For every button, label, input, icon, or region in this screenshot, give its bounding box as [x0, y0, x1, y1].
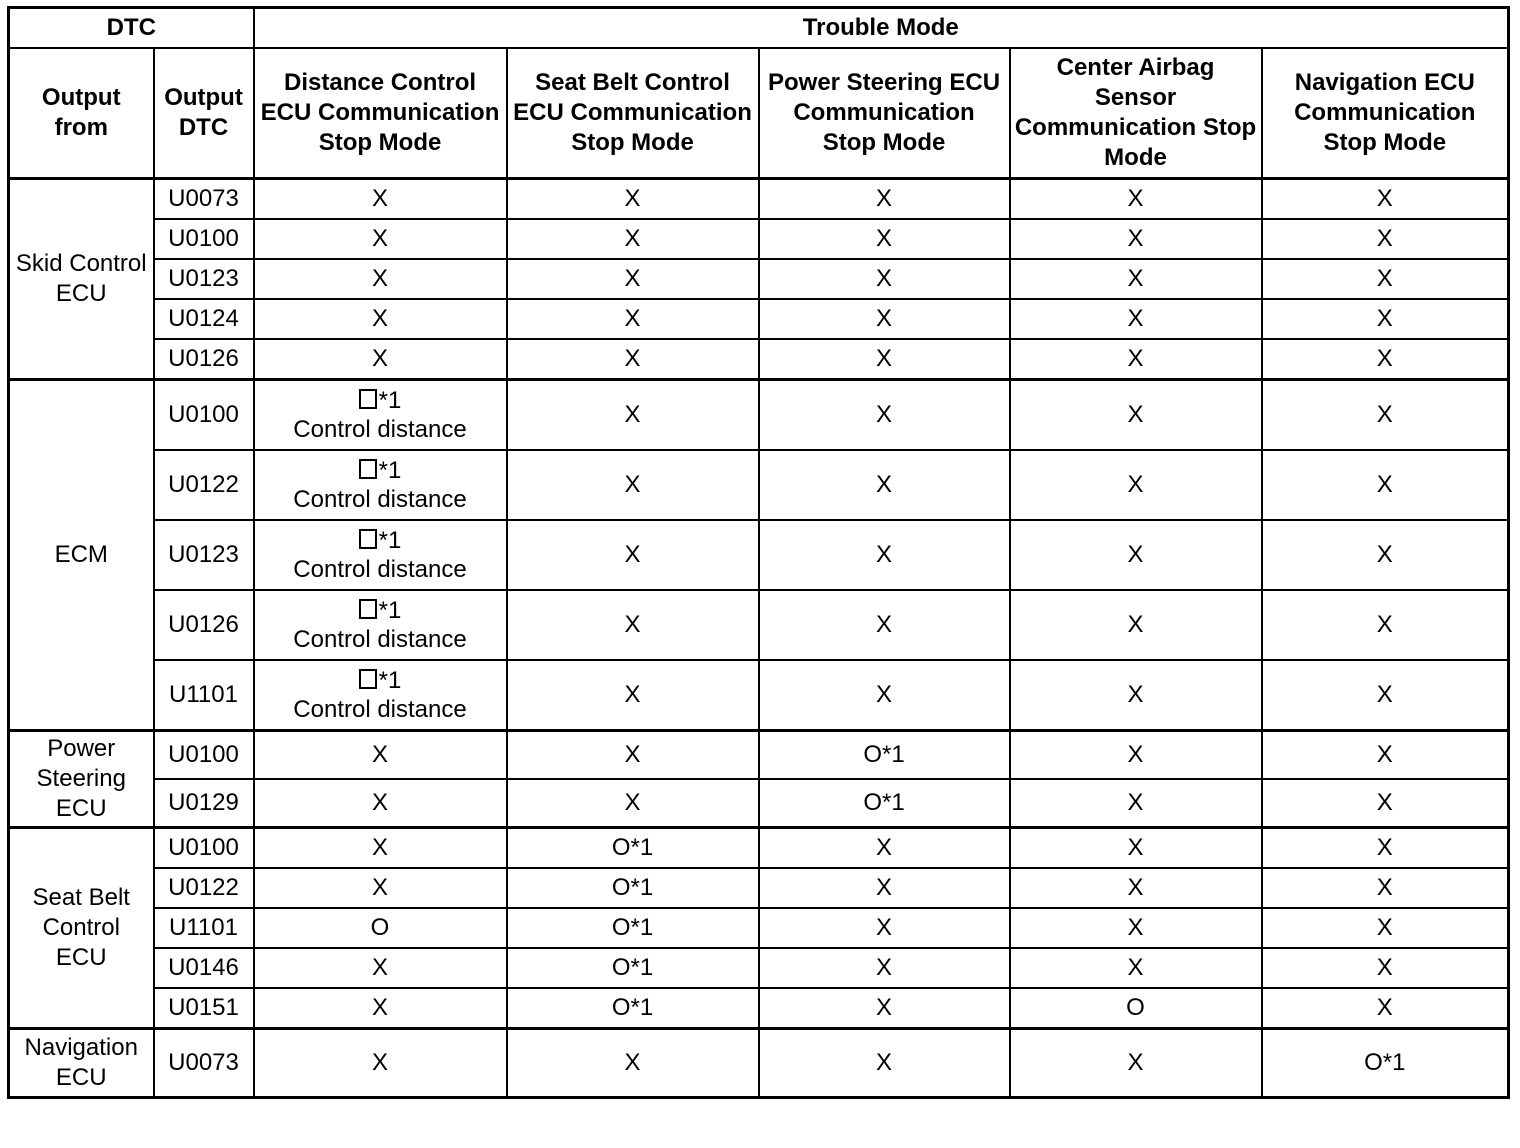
- box-note-line: [259, 456, 502, 485]
- mode-cell: O*1: [507, 948, 759, 988]
- output-from-header: Output from: [9, 48, 154, 179]
- output-from-cell: Skid Control ECU: [9, 179, 154, 380]
- mode-cell: X: [507, 219, 759, 259]
- output-dtc-cell: U0126: [154, 590, 254, 660]
- box-note: *1: [378, 527, 402, 554]
- mode-cell: X: [1262, 450, 1509, 520]
- mode-cell: X: [1262, 908, 1509, 948]
- mode-cell: O*1: [507, 868, 759, 908]
- box-icon: [359, 669, 377, 689]
- table-row: [9, 299, 1509, 339]
- mode-cell: X: [759, 299, 1010, 339]
- mode-cell: X: [1010, 219, 1262, 259]
- mode-cell: X: [1010, 828, 1262, 869]
- box-note: *1: [378, 387, 402, 414]
- mode-cell: X: [1010, 299, 1262, 339]
- mode-cell: X: [1010, 779, 1262, 828]
- mode-cell: X: [1010, 1029, 1262, 1098]
- mode-cell: X: [759, 259, 1010, 299]
- mode-cell: X: [254, 339, 507, 380]
- output-dtc-cell: U0100: [154, 731, 254, 780]
- box-icon: [359, 459, 377, 479]
- table-row: [9, 660, 1509, 731]
- table-row: [9, 779, 1509, 828]
- mode-cell: X: [507, 731, 759, 780]
- table-row: [9, 590, 1509, 660]
- mode-cell: X: [254, 779, 507, 828]
- box-icon: [359, 529, 377, 549]
- mode-cell: X: [507, 660, 759, 731]
- mode-cell: X: [1010, 908, 1262, 948]
- mode-header-seat-belt-control: Seat Belt Control ECU Communication Stop Mode: [507, 48, 759, 179]
- mode-cell: X: [759, 339, 1010, 380]
- mode-cell: X: [759, 179, 1010, 220]
- mode-cell: X: [1010, 259, 1262, 299]
- mode-cell: X: [254, 219, 507, 259]
- mode-cell: O: [254, 908, 507, 948]
- output-dtc-cell: U0151: [154, 988, 254, 1029]
- mode-cell: X: [1262, 779, 1509, 828]
- mode-cell: O*1: [759, 779, 1010, 828]
- mode-cell: X: [507, 450, 759, 520]
- output-dtc-cell: U0146: [154, 948, 254, 988]
- mode-cell: O*1: [759, 731, 1010, 780]
- table-row: [9, 259, 1509, 299]
- mode-cell: [254, 520, 507, 590]
- mode-cell: X: [1262, 339, 1509, 380]
- mode-cell: X: [1262, 299, 1509, 339]
- output-dtc-header: Output DTC: [154, 48, 254, 179]
- mode-cell: X: [1010, 731, 1262, 780]
- mode-cell: [254, 660, 507, 731]
- mode-cell: X: [254, 868, 507, 908]
- mode-cell: X: [1010, 948, 1262, 988]
- control-distance-text: Control distance: [293, 696, 467, 723]
- mode-cell: X: [507, 299, 759, 339]
- table-row: [9, 908, 1509, 948]
- table-row: [9, 450, 1509, 520]
- output-dtc-cell: U0100: [154, 219, 254, 259]
- output-dtc-cell: U1101: [154, 660, 254, 731]
- mode-cell: X: [507, 779, 759, 828]
- mode-cell: X: [759, 908, 1010, 948]
- box-note-line: [259, 666, 502, 695]
- mode-cell: O*1: [507, 988, 759, 1029]
- mode-cell: X: [507, 590, 759, 660]
- mode-cell: X: [254, 988, 507, 1029]
- mode-cell: X: [1262, 731, 1509, 780]
- mode-header-center-airbag: Center Airbag Sensor Communication Stop Mode: [1010, 48, 1262, 179]
- dtc-trouble-mode-table: [7, 6, 1510, 1099]
- box-note-line: [259, 526, 502, 555]
- mode-cell: X: [1262, 520, 1509, 590]
- control-distance-text: Control distance: [293, 416, 467, 443]
- mode-cell: X: [759, 380, 1010, 451]
- table-row: [9, 948, 1509, 988]
- mode-cell: X: [759, 590, 1010, 660]
- mode-cell: X: [254, 179, 507, 220]
- mode-header-distance-control: Distance Control ECU Communication Stop Mode: [254, 48, 507, 179]
- output-dtc-cell: U0073: [154, 1029, 254, 1098]
- mode-cell: X: [759, 520, 1010, 590]
- output-dtc-cell: U0124: [154, 299, 254, 339]
- mode-cell: O*1: [1262, 1029, 1509, 1098]
- output-dtc-cell: U0100: [154, 828, 254, 869]
- output-from-cell: Power Steering ECU: [9, 731, 154, 828]
- mode-cell: X: [507, 520, 759, 590]
- mode-cell: [254, 380, 507, 451]
- mode-cell: X: [759, 219, 1010, 259]
- table-row: [9, 731, 1509, 780]
- output-dtc-cell: U0122: [154, 450, 254, 520]
- table-row: [9, 1029, 1509, 1098]
- mode-cell: X: [1262, 219, 1509, 259]
- table-row: [9, 868, 1509, 908]
- mode-cell: X: [507, 259, 759, 299]
- output-from-cell: ECM: [9, 380, 154, 731]
- mode-cell: X: [1262, 259, 1509, 299]
- mode-cell: X: [1010, 868, 1262, 908]
- mode-cell: X: [254, 828, 507, 869]
- mode-cell: X: [1262, 380, 1509, 451]
- mode-cell: X: [759, 1029, 1010, 1098]
- mode-cell: X: [1262, 988, 1509, 1029]
- mode-cell: X: [1010, 520, 1262, 590]
- box-note-line: [259, 596, 502, 625]
- dtc-header: DTC: [9, 8, 254, 49]
- mode-cell: X: [1010, 380, 1262, 451]
- output-from-cell: Seat Belt Control ECU: [9, 828, 154, 1029]
- table-body: [9, 179, 1509, 1098]
- control-distance-text: Control distance: [293, 556, 467, 583]
- mode-cell: X: [759, 868, 1010, 908]
- box-icon: [359, 389, 377, 409]
- table-row: [9, 219, 1509, 259]
- box-icon: [359, 599, 377, 619]
- mode-cell: X: [254, 299, 507, 339]
- box-note: *1: [378, 457, 402, 484]
- output-dtc-cell: U0073: [154, 179, 254, 220]
- mode-cell: X: [1262, 590, 1509, 660]
- output-dtc-cell: U0123: [154, 259, 254, 299]
- output-from-cell: Navigation ECU: [9, 1029, 154, 1098]
- output-dtc-cell: U0129: [154, 779, 254, 828]
- mode-cell: X: [1262, 179, 1509, 220]
- output-dtc-cell: U0123: [154, 520, 254, 590]
- mode-cell: [254, 450, 507, 520]
- mode-cell: X: [1010, 179, 1262, 220]
- mode-header-power-steering: Power Steering ECU Communication Stop Mode: [759, 48, 1010, 179]
- mode-cell: X: [1010, 660, 1262, 731]
- mode-cell: X: [759, 660, 1010, 731]
- mode-cell: O*1: [507, 908, 759, 948]
- output-dtc-cell: U0126: [154, 339, 254, 380]
- mode-cell: O: [1010, 988, 1262, 1029]
- table-row: [9, 828, 1509, 869]
- mode-cell: X: [759, 988, 1010, 1029]
- mode-cell: X: [507, 1029, 759, 1098]
- mode-cell: X: [759, 948, 1010, 988]
- mode-header-navigation: Navigation ECU Communication Stop Mode: [1262, 48, 1509, 179]
- mode-cell: X: [1262, 660, 1509, 731]
- table-row: [9, 339, 1509, 380]
- mode-cell: O*1: [507, 828, 759, 869]
- mode-cell: X: [507, 339, 759, 380]
- mode-cell: X: [254, 1029, 507, 1098]
- box-note-line: [259, 386, 502, 415]
- control-distance-text: Control distance: [293, 486, 467, 513]
- table-row: [9, 520, 1509, 590]
- mode-cell: X: [1262, 948, 1509, 988]
- mode-cell: X: [254, 731, 507, 780]
- mode-cell: X: [1262, 868, 1509, 908]
- output-dtc-cell: U1101: [154, 908, 254, 948]
- mode-cell: [254, 590, 507, 660]
- mode-cell: X: [507, 380, 759, 451]
- control-distance-text: Control distance: [293, 626, 467, 653]
- mode-cell: X: [254, 948, 507, 988]
- mode-cell: X: [1262, 828, 1509, 869]
- mode-cell: X: [759, 450, 1010, 520]
- trouble-mode-header: Trouble Mode: [254, 8, 1509, 49]
- output-dtc-cell: U0122: [154, 868, 254, 908]
- table-row: [9, 179, 1509, 220]
- mode-cell: X: [1010, 590, 1262, 660]
- mode-cell: X: [759, 828, 1010, 869]
- table-row: [9, 380, 1509, 451]
- output-dtc-cell: U0100: [154, 380, 254, 451]
- mode-cell: X: [254, 259, 507, 299]
- table-row: [9, 988, 1509, 1029]
- box-note: *1: [378, 597, 402, 624]
- mode-cell: X: [1010, 450, 1262, 520]
- mode-cell: X: [507, 179, 759, 220]
- mode-cell: X: [1010, 339, 1262, 380]
- box-note: *1: [378, 667, 402, 694]
